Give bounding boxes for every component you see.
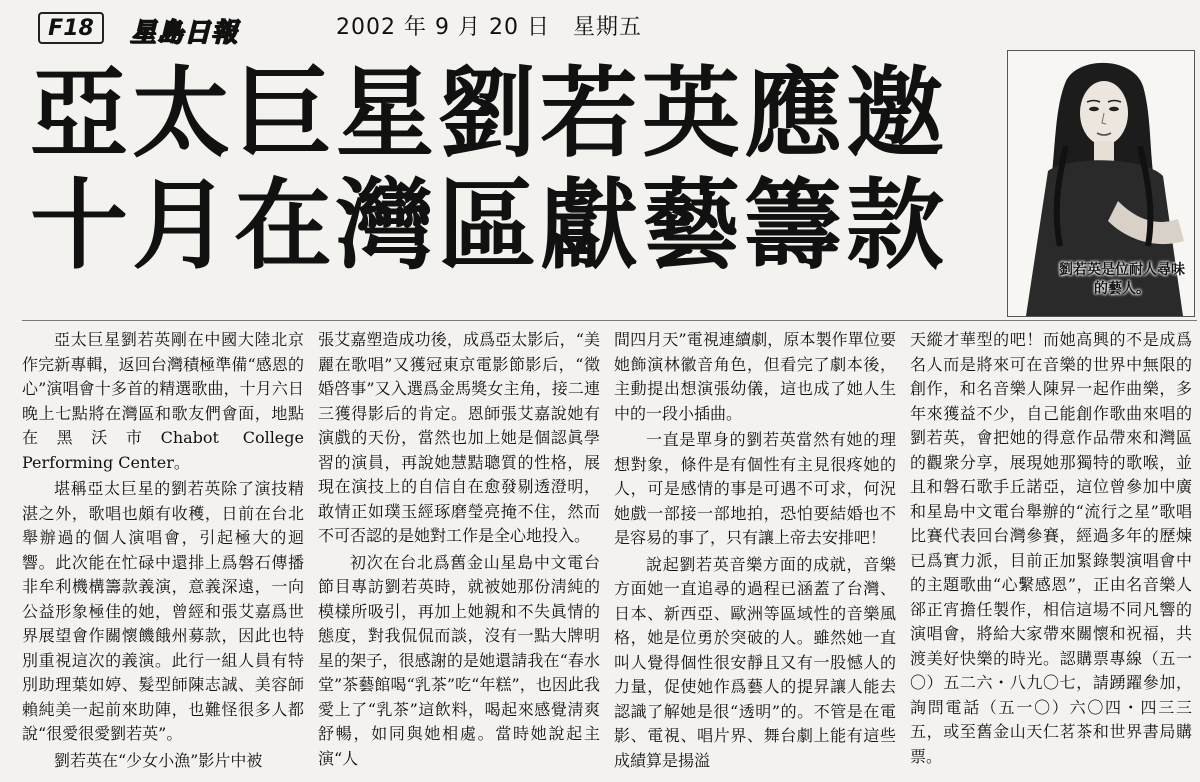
page-number: F18 <box>38 12 104 44</box>
paragraph: 張艾嘉塑造成功後，成爲亞太影后，“美麗在歌唱”又獲冠東京電影節影后，“徵婚啓事”又入選爲金馬獎女主角，接二連三獲得影后的肯定。恩師張艾嘉說她有演戲的天份，當然也加上她是個認眞學習的演員，再說她慧黠聰質的性格，展現在演技上的自信自在愈發剔透澄明，敢情正如璞玉經琢磨瑩亮掩不住，然而不可否認的是她對工作是全心地投入。 <box>318 330 600 545</box>
paragraph: 間四月天”電視連續劇，原本製作單位要她飾演林徽音角色，但看完了劇本後，主動提出想演張幼儀，這也成了她人生中的一段小插曲。 <box>614 330 896 423</box>
paragraph: 亞太巨星劉若英剛在中國大陸北京作完新專輯，返回台灣積極準備“感恩的心”演唱會十多首的精選歌曲，十月六日晚上七點將在灣區和歌友們會面，地點在黑沃市Chabot College Performing Center。 <box>22 330 304 472</box>
portrait-photo <box>1007 50 1195 317</box>
newspaper-masthead: 星島日報 <box>130 18 239 48</box>
publication-date: 2002 年 9 月 20 日 星期五 <box>336 15 642 40</box>
headline-line-1: 亞太巨星劉若英應邀 <box>30 57 949 171</box>
paragraph: 說起劉若英音樂方面的成就，音樂方面她一直追尋的過程已涵蓋了台灣、日本、新西亞、歐洲等區域性的音樂風格，她是位勇於突破的人。雖然她一直叫人覺得個性很安靜且又有一股憾人的力量，促使她作爲藝人的提昇讓人能去認識了解她是很“透明”的。不管是在電影、電視、唱片界、舞台劇上能有這些成績算是揚溢 <box>614 554 896 770</box>
paragraph: 劉若英在“少女小漁”影片中被 <box>54 750 263 770</box>
paragraph: 堪稱亞太巨星的劉若英除了演技精湛之外，歌唱也頗有收穫，日前在台北舉辦過的個人演唱會，引起極大的迴響。此次能在忙碌中還排上爲磐石傳播非牟利機構籌款義演，意義深遠，一向公益形象極佳的她，曾經和張艾嘉爲世界展望會作關懷饑餓州募款，因此也特別重視這次的義演。此行一組人員有特別助理葉如婷、髮型師陳志誠、美容師賴純美一起前來助陣，也難怪很多人都說“很愛很愛劉若英”。 <box>22 479 304 743</box>
page-header <box>0 0 1200 52</box>
article-headline <box>30 58 1005 282</box>
article-column-3 <box>614 328 896 780</box>
paragraph: 初次在台北爲舊金山星島中文電台節目專訪劉若英時，就被她那份淸純的模樣所吸引，再加上她親和不失眞情的態度，對我侃侃而談，沒有一點大牌明星的架子，很感謝的是她還請我在“春水堂”茶藝館喝“乳茶”吃“年糕”，也因此我愛上了“乳茶”這飲料，喝起來感覺淸爽舒暢，如同與她相處。當時她說起主演“人 <box>318 552 600 768</box>
photo-caption: 劉若英是位耐人尋味的藝人。 <box>1059 262 1185 297</box>
article-column-2 <box>318 328 600 780</box>
headline-divider <box>22 320 1197 321</box>
paragraph: 天縱才華型的吧！而她高興的不是成爲名人而是將來可在音樂的世界中無限的創作，和名音樂人陳昇一起作曲樂，多年來獲益不少，自己能創作歌曲來唱的劉若英，會把她的得意作品帶來和灣區的觀衆分享，展現她那獨特的歌喉，並且和磐石歌手丘諾亞，這位曾參加中廣和星島中文電台舉辦的“流行之星”歌唱比賽代表回台灣參賽，經過多年的歷煉已爲實力派，目前正加緊錄製演唱會中的主題歌曲“心繫感恩”，正由名音樂人郤正宵擔任製作，相信這場不同凡響的演唱會，將給大家帶來關懷和祝福，共渡美好快樂的時光。認購票專線（五一〇）五二六・八九〇七，請踴躍參加，詢問電話（五一〇）六〇四・四三三五，或至舊金山天仁茗茶和世界書局購票。 <box>910 330 1192 766</box>
headline-line-2: 十月在灣區獻藝籌款 <box>30 169 949 283</box>
article-body <box>22 328 1194 780</box>
article-column-4 <box>910 328 1192 780</box>
paragraph: 一直是單身的劉若英當然有她的理想對象，條件是有個性有主見很疼她的人，可是感情的事是可遇不可求，何況她戲一部接一部地拍，恐怕要結婚也不是容易的事了，只有讓上帝去安排吧！ <box>614 430 896 547</box>
article-column-1 <box>22 328 304 780</box>
